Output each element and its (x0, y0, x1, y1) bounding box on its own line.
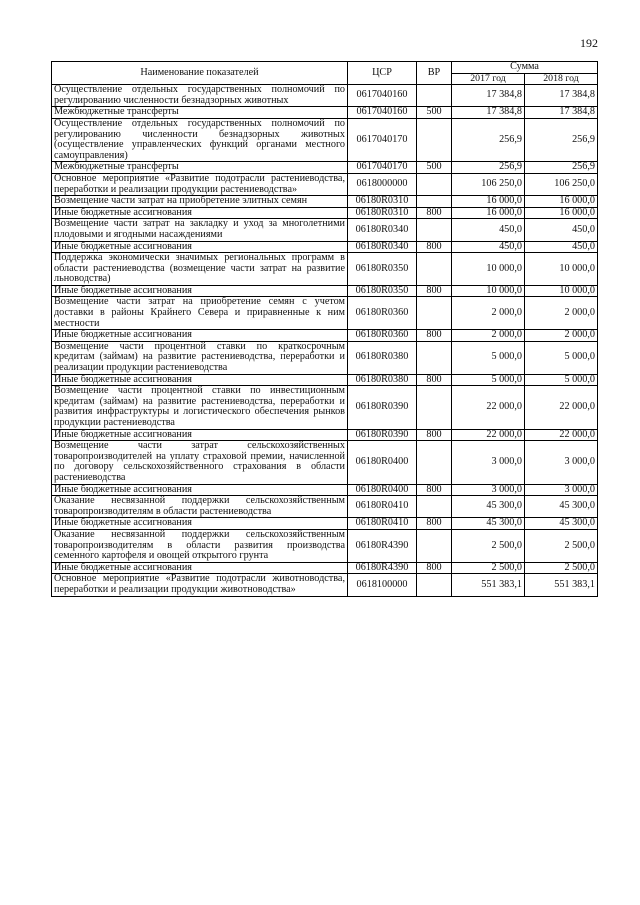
cell-y2018: 450,0 (525, 219, 598, 241)
cell-y2018: 551 383,1 (525, 574, 598, 596)
cell-csr: 06180R0380 (348, 341, 417, 374)
cell-vr: 500 (417, 162, 452, 174)
table-row (52, 162, 598, 174)
cell-csr: 06180R0410 (348, 518, 417, 530)
cell-y2018: 2 500,0 (525, 562, 598, 574)
cell-name: Иные бюджетные ассигнования (52, 429, 348, 441)
cell-name: Иные бюджетные ассигнования (52, 330, 348, 342)
table-row (52, 441, 598, 484)
budget-table (51, 61, 598, 597)
table-row (52, 196, 598, 208)
table-row (52, 118, 598, 161)
cell-y2017: 2 000,0 (452, 330, 525, 342)
cell-name: Иные бюджетные ассигнования (52, 484, 348, 496)
cell-name: Возмещение части процентной ставки по краткосрочным кредитам (займам) на развитие растениеводства, переработки и реализации продукции растениеводства (52, 341, 348, 374)
cell-name: Поддержка экономически значимых региональных программ в области растениеводства (возмещение части затрат на развитие льноводства) (52, 253, 348, 286)
cell-y2018: 16 000,0 (525, 196, 598, 208)
cell-y2018: 45 300,0 (525, 518, 598, 530)
cell-csr: 0617040170 (348, 118, 417, 161)
header-sum: Сумма (452, 62, 598, 74)
cell-vr (417, 297, 452, 330)
cell-csr: 06180R0340 (348, 219, 417, 241)
cell-y2017: 2 000,0 (452, 297, 525, 330)
cell-csr: 06180R4390 (348, 562, 417, 574)
cell-name: Основное мероприятие «Развитие подотрасли растениеводства, переработки и реализации продукции растениеводства» (52, 173, 348, 195)
table-row (52, 496, 598, 518)
table-row (52, 429, 598, 441)
cell-y2018: 106 250,0 (525, 173, 598, 195)
cell-name: Иные бюджетные ассигнования (52, 562, 348, 574)
cell-name: Возмещение части процентной ставки по инвестиционным кредитам (займам) на развитие растениеводства, переработки и развития инфраструктуры и логистического обеспечения рынков продукции растениеводства (52, 386, 348, 429)
cell-y2018: 45 300,0 (525, 496, 598, 518)
cell-y2018: 17 384,8 (525, 107, 598, 119)
cell-y2018: 17 384,8 (525, 85, 598, 107)
table-row (52, 173, 598, 195)
cell-vr (417, 85, 452, 107)
cell-csr: 0617040170 (348, 162, 417, 174)
cell-name: Оказание несвязанной поддержки сельскохозяйственным товаропроизводителям в области развития производства семенного картофеля и овощей открытого грунта (52, 529, 348, 562)
cell-y2018: 22 000,0 (525, 386, 598, 429)
table-row (52, 107, 598, 119)
cell-y2018: 22 000,0 (525, 429, 598, 441)
cell-y2017: 3 000,0 (452, 484, 525, 496)
cell-y2017: 256,9 (452, 162, 525, 174)
cell-y2017: 10 000,0 (452, 253, 525, 286)
cell-csr: 0618100000 (348, 574, 417, 596)
cell-name: Возмещение части затрат сельскохозяйственных товаропроизводителей на уплату страховой премии, начисленной по договору сельскохозяйственного страхования в области растениеводства (52, 441, 348, 484)
cell-vr: 800 (417, 207, 452, 219)
cell-name: Возмещение части затрат на приобретение элитных семян (52, 196, 348, 208)
cell-vr (417, 173, 452, 195)
table-row (52, 529, 598, 562)
cell-name: Осуществление отдельных государственных полномочий по регулированию численности безнадзорных животных (осуществление управленческих функций органами местного самоуправления) (52, 118, 348, 161)
cell-csr: 0618000000 (348, 173, 417, 195)
cell-name: Иные бюджетные ассигнования (52, 374, 348, 386)
cell-y2018: 10 000,0 (525, 253, 598, 286)
cell-csr: 06180R0310 (348, 207, 417, 219)
cell-vr (417, 219, 452, 241)
cell-y2017: 551 383,1 (452, 574, 525, 596)
cell-vr (417, 253, 452, 286)
cell-csr: 0617040160 (348, 107, 417, 119)
cell-csr: 06180R0390 (348, 429, 417, 441)
cell-y2017: 17 384,8 (452, 107, 525, 119)
cell-vr (417, 386, 452, 429)
cell-y2018: 2 000,0 (525, 330, 598, 342)
cell-y2017: 16 000,0 (452, 207, 525, 219)
table-row (52, 219, 598, 241)
cell-name: Иные бюджетные ассигнования (52, 285, 348, 297)
cell-y2017: 10 000,0 (452, 285, 525, 297)
cell-csr: 06180R0360 (348, 297, 417, 330)
cell-y2018: 16 000,0 (525, 207, 598, 219)
table-row (52, 330, 598, 342)
table-row (52, 297, 598, 330)
cell-vr: 800 (417, 484, 452, 496)
cell-y2017: 45 300,0 (452, 518, 525, 530)
cell-csr: 06180R0400 (348, 484, 417, 496)
cell-y2017: 22 000,0 (452, 429, 525, 441)
header-csr: ЦСР (348, 62, 417, 85)
cell-y2018: 2 500,0 (525, 529, 598, 562)
table-row (52, 285, 598, 297)
table-row (52, 341, 598, 374)
cell-y2017: 45 300,0 (452, 496, 525, 518)
cell-name: Возмещение части затрат на приобретение семян с учетом доставки в районы Крайнего Севера и приравненные к ним местности (52, 297, 348, 330)
cell-csr: 06180R0310 (348, 196, 417, 208)
table-body (52, 85, 598, 596)
cell-vr (417, 529, 452, 562)
cell-y2018: 256,9 (525, 118, 598, 161)
header-name: Наименование показателей (52, 62, 348, 85)
cell-vr (417, 196, 452, 208)
cell-y2018: 3 000,0 (525, 484, 598, 496)
table-row (52, 374, 598, 386)
cell-csr: 06180R4390 (348, 529, 417, 562)
cell-vr: 500 (417, 107, 452, 119)
cell-vr: 800 (417, 330, 452, 342)
cell-y2017: 5 000,0 (452, 341, 525, 374)
cell-y2017: 3 000,0 (452, 441, 525, 484)
table-row (52, 386, 598, 429)
cell-vr (417, 441, 452, 484)
table-row (52, 85, 598, 107)
cell-y2017: 22 000,0 (452, 386, 525, 429)
header-vr: ВР (417, 62, 452, 85)
cell-vr: 800 (417, 518, 452, 530)
cell-y2017: 17 384,8 (452, 85, 525, 107)
cell-csr: 06180R0360 (348, 330, 417, 342)
cell-csr: 06180R0350 (348, 253, 417, 286)
cell-csr: 06180R0400 (348, 441, 417, 484)
cell-csr: 06180R0380 (348, 374, 417, 386)
cell-csr: 06180R0390 (348, 386, 417, 429)
cell-y2018: 256,9 (525, 162, 598, 174)
cell-csr: 06180R0350 (348, 285, 417, 297)
cell-y2017: 2 500,0 (452, 529, 525, 562)
cell-y2017: 450,0 (452, 241, 525, 253)
cell-vr: 800 (417, 241, 452, 253)
cell-y2017: 450,0 (452, 219, 525, 241)
cell-y2017: 256,9 (452, 118, 525, 161)
table-row (52, 518, 598, 530)
cell-y2017: 106 250,0 (452, 173, 525, 195)
cell-y2017: 2 500,0 (452, 562, 525, 574)
cell-vr: 800 (417, 285, 452, 297)
cell-y2018: 2 000,0 (525, 297, 598, 330)
table-row (52, 574, 598, 596)
cell-name: Основное мероприятие «Развитие подотрасли животноводства, переработки и реализации продукции животноводства» (52, 574, 348, 596)
cell-vr (417, 496, 452, 518)
cell-name: Оказание несвязанной поддержки сельскохозяйственным товаропроизводителям в области растениеводства (52, 496, 348, 518)
cell-csr: 0617040160 (348, 85, 417, 107)
cell-name: Иные бюджетные ассигнования (52, 207, 348, 219)
header-row (52, 62, 598, 74)
cell-name: Осуществление отдельных государственных полномочий по регулированию численности безнадзорных животных (52, 85, 348, 107)
cell-csr: 06180R0410 (348, 496, 417, 518)
cell-vr: 800 (417, 374, 452, 386)
table-row (52, 207, 598, 219)
table-row (52, 562, 598, 574)
cell-name: Возмещение части затрат на закладку и уход за многолетними плодовыми и ягодными насаждениями (52, 219, 348, 241)
cell-vr (417, 118, 452, 161)
cell-name: Иные бюджетные ассигнования (52, 518, 348, 530)
cell-name: Межбюджетные трансферты (52, 162, 348, 174)
cell-vr: 800 (417, 429, 452, 441)
cell-csr: 06180R0340 (348, 241, 417, 253)
cell-y2018: 5 000,0 (525, 341, 598, 374)
header-year-2017: 2017 год (452, 73, 525, 85)
cell-y2017: 5 000,0 (452, 374, 525, 386)
cell-vr (417, 574, 452, 596)
cell-y2018: 450,0 (525, 241, 598, 253)
cell-name: Иные бюджетные ассигнования (52, 241, 348, 253)
table-row (52, 484, 598, 496)
cell-vr: 800 (417, 562, 452, 574)
table-row (52, 241, 598, 253)
cell-y2018: 5 000,0 (525, 374, 598, 386)
cell-y2017: 16 000,0 (452, 196, 525, 208)
cell-y2018: 10 000,0 (525, 285, 598, 297)
cell-vr (417, 341, 452, 374)
page-number: 192 (580, 36, 598, 50)
table-row (52, 253, 598, 286)
cell-name: Межбюджетные трансферты (52, 107, 348, 119)
header-year-2018: 2018 год (525, 73, 598, 85)
cell-y2018: 3 000,0 (525, 441, 598, 484)
